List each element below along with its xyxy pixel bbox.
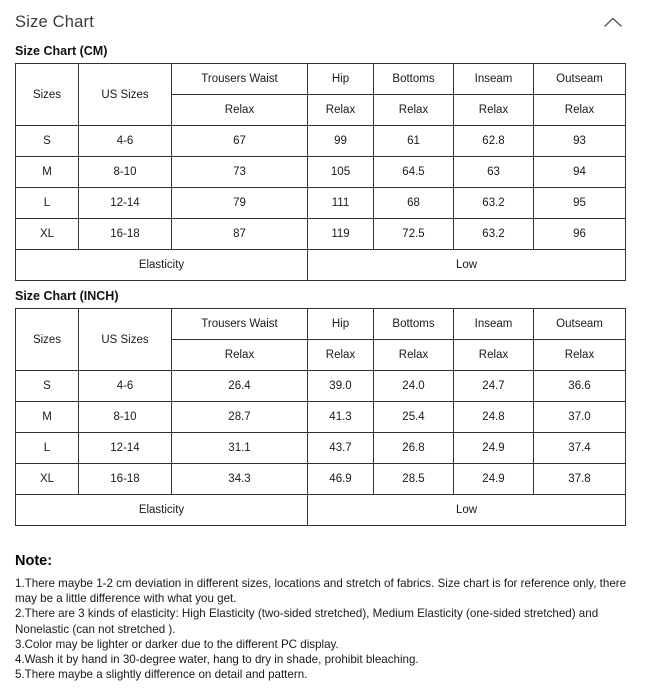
subheader-bottoms: Relax <box>374 340 454 371</box>
cell-inseam: 24.9 <box>454 433 534 464</box>
cell-size: L <box>16 188 79 219</box>
table-footer-row <box>16 250 626 281</box>
subheader-inseam: Relax <box>454 340 534 371</box>
cell-us-size: 4-6 <box>79 126 172 157</box>
table-header-row <box>16 64 626 95</box>
cell-trousers-waist: 31.1 <box>172 433 308 464</box>
size-chart-panel-header[interactable] <box>0 0 653 44</box>
column-header-sizes: Sizes <box>16 309 79 371</box>
cell-outseam: 96 <box>534 219 626 250</box>
elasticity-label: Elasticity <box>16 250 308 281</box>
cell-inseam: 63 <box>454 157 534 188</box>
note-list <box>15 576 638 682</box>
cell-outseam: 36.6 <box>534 371 626 402</box>
note-item: 5.There maybe a slightly difference on detail and pattern. <box>15 668 308 682</box>
cell-us-size: 4-6 <box>79 371 172 402</box>
cell-bottoms: 24.0 <box>374 371 454 402</box>
table-header-row <box>16 309 626 340</box>
cell-us-size: 16-18 <box>79 464 172 495</box>
cell-us-size: 16-18 <box>79 219 172 250</box>
cell-inseam: 63.2 <box>454 219 534 250</box>
cell-size: S <box>16 126 79 157</box>
cell-size: L <box>16 433 79 464</box>
note-item: 1.There maybe 1-2 cm deviation in different sizes, locations and stretch of fabrics. Size chart is for reference only, there may be a little difference with what you get. <box>15 577 627 606</box>
cm-section-caption: Size Chart (CM) <box>15 44 108 58</box>
note-item: 3.Color may be lighter or darker due to the different PC display. <box>15 637 339 651</box>
cell-outseam: 37.4 <box>534 433 626 464</box>
subheader-outseam: Relax <box>534 340 626 371</box>
cell-inseam: 24.7 <box>454 371 534 402</box>
table-row <box>16 157 626 188</box>
cell-bottoms: 61 <box>374 126 454 157</box>
subheader-trousers-waist: Relax <box>172 340 308 371</box>
cell-hip: 41.3 <box>308 402 374 433</box>
table-row <box>16 188 626 219</box>
table-row <box>16 371 626 402</box>
size-chart-inch-table <box>15 308 626 526</box>
subheader-outseam: Relax <box>534 95 626 126</box>
subheader-trousers-waist: Relax <box>172 95 308 126</box>
column-header-bottoms: Bottoms <box>374 64 454 95</box>
column-header-us-sizes: US Sizes <box>79 64 172 126</box>
cell-hip: 119 <box>308 219 374 250</box>
cell-hip: 111 <box>308 188 374 219</box>
cell-outseam: 94 <box>534 157 626 188</box>
cell-trousers-waist: 73 <box>172 157 308 188</box>
cell-trousers-waist: 87 <box>172 219 308 250</box>
cell-outseam: 95 <box>534 188 626 219</box>
column-header-outseam: Outseam <box>534 64 626 95</box>
table-row <box>16 433 626 464</box>
note-item: 2.There are 3 kinds of elasticity: High Elasticity (two-sided stretched), Medium Elasticity (one-sided stretched) and Nonelastic (can not stretched ). <box>15 607 599 636</box>
cell-hip: 46.9 <box>308 464 374 495</box>
column-header-us-sizes: US Sizes <box>79 309 172 371</box>
cell-hip: 99 <box>308 126 374 157</box>
cell-outseam: 37.8 <box>534 464 626 495</box>
elasticity-value: Low <box>308 495 626 526</box>
cell-bottoms: 64.5 <box>374 157 454 188</box>
cell-outseam: 37.0 <box>534 402 626 433</box>
cell-size: M <box>16 157 79 188</box>
cell-inseam: 62.8 <box>454 126 534 157</box>
column-header-inseam: Inseam <box>454 64 534 95</box>
table-row <box>16 126 626 157</box>
cell-bottoms: 28.5 <box>374 464 454 495</box>
cell-outseam: 93 <box>534 126 626 157</box>
cell-hip: 39.0 <box>308 371 374 402</box>
column-header-hip: Hip <box>308 64 374 95</box>
column-header-sizes: Sizes <box>16 64 79 126</box>
cell-size: S <box>16 371 79 402</box>
cell-bottoms: 72.5 <box>374 219 454 250</box>
cell-inseam: 63.2 <box>454 188 534 219</box>
cell-size: M <box>16 402 79 433</box>
table-row <box>16 464 626 495</box>
column-header-trousers-waist: Trousers Waist <box>172 64 308 95</box>
column-header-outseam: Outseam <box>534 309 626 340</box>
table-row <box>16 219 626 250</box>
cell-trousers-waist: 67 <box>172 126 308 157</box>
inch-section-caption: Size Chart (INCH) <box>15 289 119 303</box>
elasticity-value: Low <box>308 250 626 281</box>
note-item: 4.Wash it by hand in 30-degree water, hang to dry in shade, prohibit bleaching. <box>15 653 419 667</box>
column-header-trousers-waist: Trousers Waist <box>172 309 308 340</box>
cell-bottoms: 26.8 <box>374 433 454 464</box>
cell-trousers-waist: 28.7 <box>172 402 308 433</box>
cell-us-size: 12-14 <box>79 433 172 464</box>
subheader-inseam: Relax <box>454 95 534 126</box>
cell-hip: 105 <box>308 157 374 188</box>
cell-inseam: 24.8 <box>454 402 534 433</box>
size-chart-panel-body <box>0 44 653 526</box>
elasticity-label: Elasticity <box>16 495 308 526</box>
chevron-up-icon[interactable] <box>600 9 626 35</box>
table-footer-row <box>16 495 626 526</box>
cell-us-size: 8-10 <box>79 402 172 433</box>
cell-bottoms: 25.4 <box>374 402 454 433</box>
column-header-bottoms: Bottoms <box>374 309 454 340</box>
cell-us-size: 8-10 <box>79 157 172 188</box>
cell-size: XL <box>16 219 79 250</box>
subheader-hip: Relax <box>308 95 374 126</box>
note-section <box>0 553 653 682</box>
cell-bottoms: 68 <box>374 188 454 219</box>
cell-trousers-waist: 34.3 <box>172 464 308 495</box>
subheader-hip: Relax <box>308 340 374 371</box>
cell-trousers-waist: 79 <box>172 188 308 219</box>
cell-hip: 43.7 <box>308 433 374 464</box>
cell-trousers-waist: 26.4 <box>172 371 308 402</box>
subheader-bottoms: Relax <box>374 95 454 126</box>
table-row <box>16 402 626 433</box>
cell-size: XL <box>16 464 79 495</box>
note-heading: Note: <box>15 553 53 569</box>
column-header-inseam: Inseam <box>454 309 534 340</box>
size-chart-cm-table <box>15 63 626 281</box>
cell-us-size: 12-14 <box>79 188 172 219</box>
column-header-hip: Hip <box>308 309 374 340</box>
cell-inseam: 24.9 <box>454 464 534 495</box>
page-title: Size Chart <box>15 12 95 31</box>
